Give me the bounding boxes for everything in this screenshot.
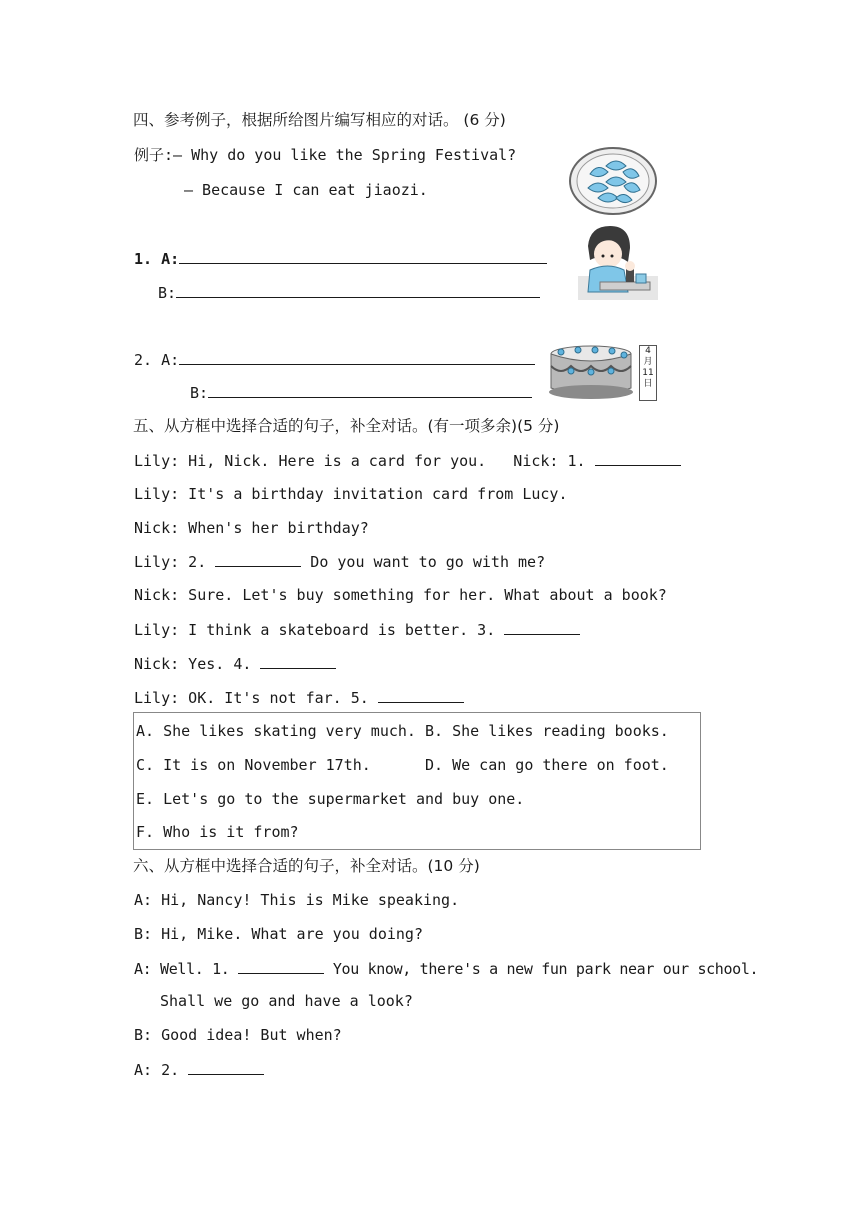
q2-b-row [190, 382, 532, 403]
girl-washing-image [578, 224, 658, 302]
q1-a-blank[interactable] [179, 248, 547, 264]
dialog-text: Lily: I think a skateboard is better. 3. [134, 621, 505, 639]
answer-blank-3[interactable] [504, 619, 580, 635]
calendar-image [639, 345, 657, 401]
option-line: A. She likes skating very much. B. She likes reading books. [136, 722, 669, 740]
dialog-line [134, 1059, 264, 1080]
dialog-text: You know, there's a new fun park near our school. [324, 960, 759, 978]
calendar-day-char: 日 [643, 379, 653, 389]
section5-title: 五、从方框中选择合适的句子，补全对话。(有一项多余)(5 分) [133, 417, 560, 435]
dialog-line: Shall we go and have a look? [160, 992, 413, 1010]
dialog-line [134, 958, 758, 979]
dialog-line: A: Hi, Nancy! This is Mike speaking. [134, 891, 460, 909]
dialog-text: Nick: Yes. 4. [134, 655, 261, 673]
option-line: C. It is on November 17th. D. We can go there on foot. [136, 756, 669, 774]
dialog-text: A: Well. 1. [134, 960, 239, 978]
answer-blank-4[interactable] [260, 653, 336, 669]
birthday-cake-image [548, 344, 634, 400]
dialog-text: Lily: OK. It's not far. 5. [134, 689, 378, 707]
dialog-line [134, 619, 580, 640]
answer-blank-6-1[interactable] [238, 958, 324, 974]
dialog-line [134, 687, 464, 708]
calendar-day: 11 [642, 368, 654, 378]
q1-a-row [134, 248, 547, 269]
answer-blank-5[interactable] [378, 687, 464, 703]
example-answer: — Because I can eat jiaozi. [184, 181, 428, 199]
dialog-line [134, 551, 545, 572]
q1-b-blank[interactable] [176, 282, 540, 298]
q1-a-label: 1. A: [134, 250, 180, 268]
q1-b-row [158, 282, 540, 303]
q2-b-label: B: [190, 384, 209, 402]
dialog-line: Nick: Sure. Let's buy something for her. What about a book? [134, 586, 667, 604]
q2-a-label: 2. A: [134, 351, 180, 369]
dialog-text: Do you want to go with me? [301, 553, 546, 571]
dialog-line [134, 450, 681, 471]
q1-b-label: B: [158, 284, 177, 302]
example-question: 例子:— Why do you like the Spring Festival? [134, 146, 517, 164]
answer-blank-1[interactable] [595, 450, 681, 466]
q2-a-row [134, 349, 535, 370]
answer-blank-2[interactable] [215, 551, 301, 567]
answer-blank-6-2[interactable] [188, 1059, 264, 1075]
dialog-text: Lily: 2. [134, 553, 216, 571]
dialog-line: Lily: It's a birthday invitation card from Lucy. [134, 485, 568, 503]
option-line: F. Who is it from? [136, 823, 299, 841]
q2-a-blank[interactable] [179, 349, 535, 365]
dialog-line: Nick: When's her birthday? [134, 519, 369, 537]
calendar-month: 4 [645, 346, 651, 356]
section4-title: 四、参考例子，根据所给图片编写相应的对话。 (6 分) [133, 111, 506, 129]
dialog-line: B: Good idea! But when? [134, 1026, 342, 1044]
option-line: E. Let's go to the supermarket and buy one. [136, 790, 525, 808]
section6-title: 六、从方框中选择合适的句子，补全对话。(10 分) [133, 857, 480, 875]
calendar-month-char: 月 [643, 357, 653, 367]
dialog-line: B: Hi, Mike. What are you doing? [134, 925, 423, 943]
q2-b-blank[interactable] [208, 382, 532, 398]
dialog-text: A: 2. [134, 1061, 189, 1079]
dialog-line [134, 653, 336, 674]
dialog-text: Lily: Hi, Nick. Here is a card for you. Nick: 1. [134, 452, 595, 470]
dumplings-plate-image [568, 146, 658, 216]
